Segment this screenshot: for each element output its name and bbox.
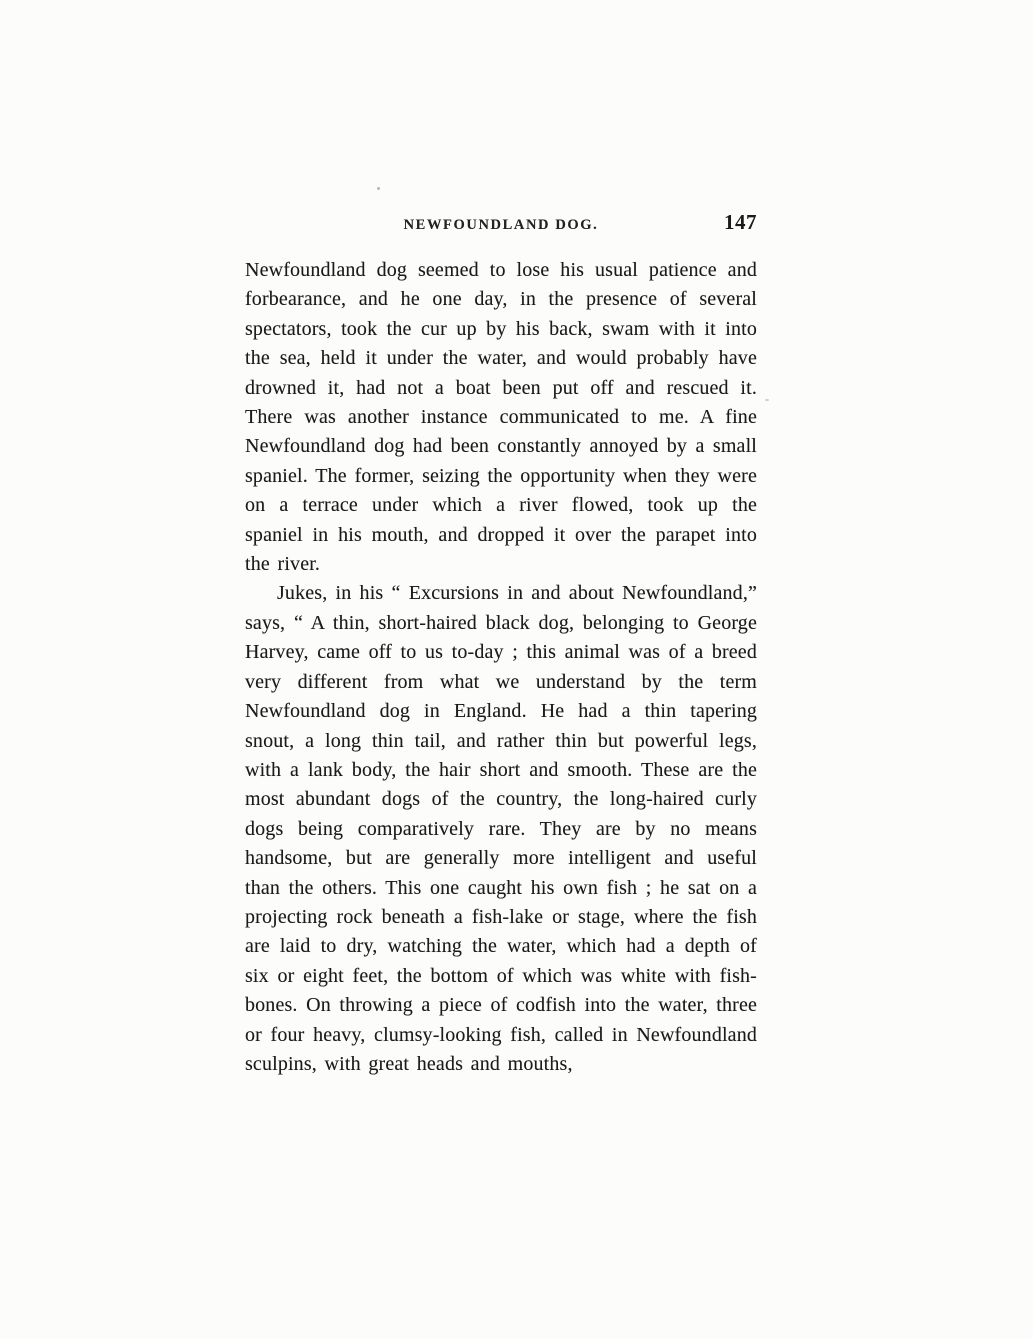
page-body — [245, 256, 757, 1079]
paragraph-continued: Newfoundland dog seemed to lose his usual patience and forbearance, and he one day, in the presence of several spectators, took the cur up by his back, swam with it into the sea, held it under the water, and would probably have drowned it, had not a boat been put off and rescued it. There was another instance communicated to me. A fine Newfoundland dog had been constantly annoyed by a small spaniel. The former, seizing the opportunity when they were on a terrace under which a river flowed, took up the spaniel in his mouth, and dropped it over the parapet into the river. — [245, 259, 757, 576]
page-header — [245, 210, 757, 240]
scan-artifact — [765, 399, 769, 401]
text-block — [245, 210, 757, 1079]
paragraph: Jukes, in his “ Excursions in and about Newfoundland,” says, “ A thin, short-haired black dog, belonging to George Harvey, came off to us to-day ; this animal was of a breed very different from what we understand by the term Newfoundland dog in England. He had a thin tapering snout, a long thin tail, and rather thin but powerful legs, with a lank body, the hair short and smooth. These are the most abundant dogs of the country, the long-haired curly dogs being comparatively rare. They are by no means handsome, but are generally more intelligent and useful than the others. This one caught his own fish ; he sat on a projecting rock beneath a fish-lake or stage, where the fish are laid to dry, watching the water, which had a depth of six or eight feet, the bottom of which was white with fish-bones. On throwing a piece of codfish into the water, three or four heavy, clumsy-looking fish, called in Newfoundland sculpins, with great heads and mouths, — [245, 582, 757, 1075]
running-header: NEWFOUNDLAND DOG. — [403, 217, 599, 233]
page-number: 147 — [724, 210, 757, 234]
scan-artifact — [377, 187, 380, 190]
